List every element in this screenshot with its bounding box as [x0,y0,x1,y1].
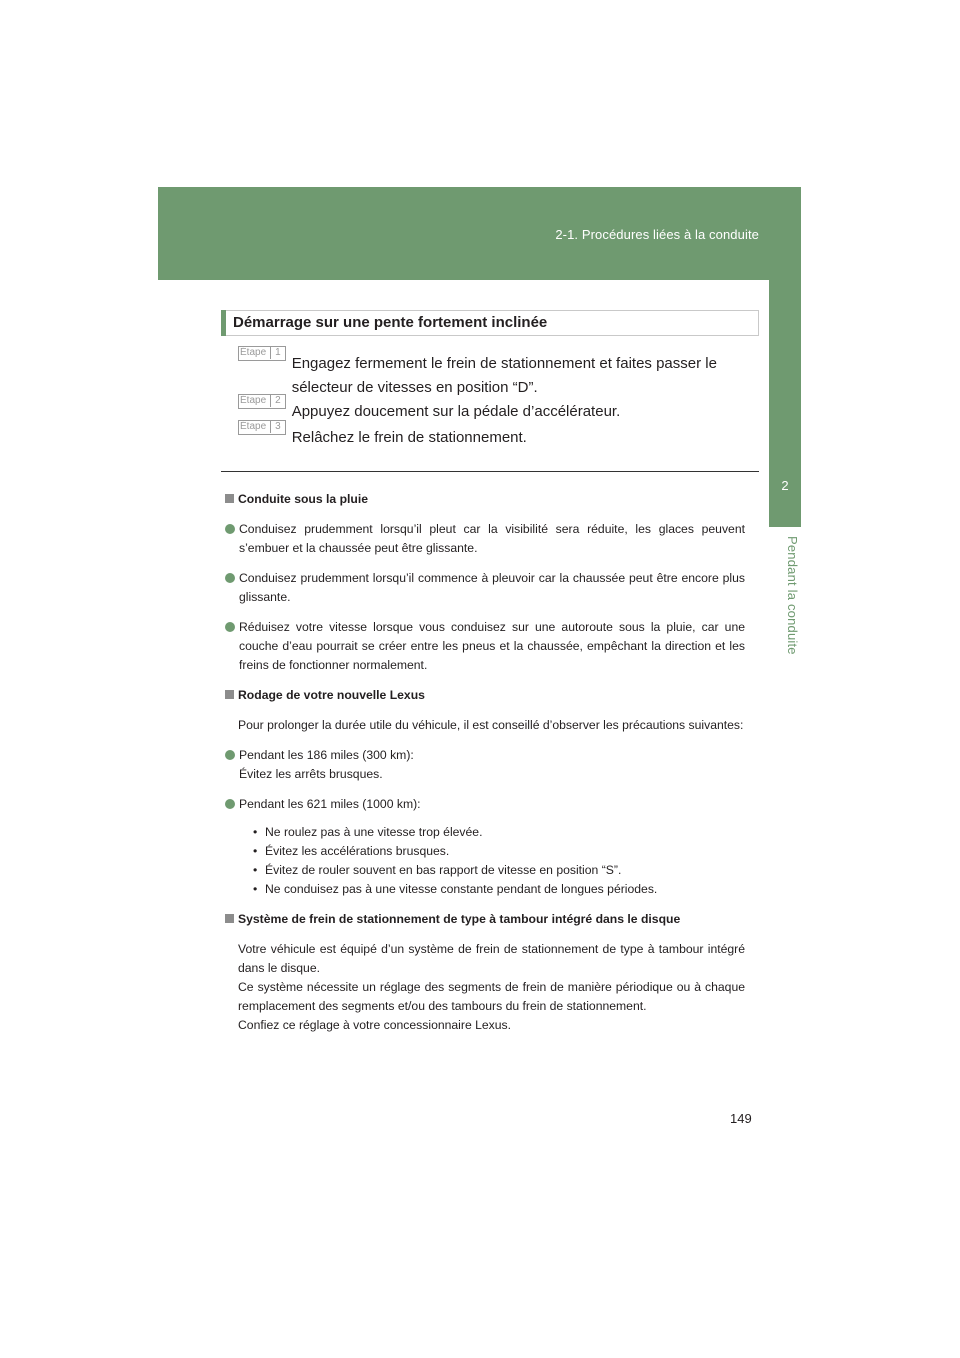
note-heading-drum-brake: Système de frein de stationnement de type à tambour intégré dans le disque [225,910,745,929]
page-number: 149 [730,1111,752,1126]
step-3 [238,421,754,450]
section-title: 2-1. Procédures liées à la conduite [555,227,759,242]
section-heading-accent [221,310,226,336]
chapter-number: 2 [781,478,789,493]
section-divider [221,471,759,472]
step-badge: Étape 2 [238,394,286,409]
sub-list [225,823,745,899]
note-heading-break-in: Rodage de votre nouvelle Lexus [225,686,745,705]
step-text: Engagez fermement le frein de stationnement et faites passer le sélecteur de vitesses en position “D”. [291,355,717,396]
step-badge: Étape 1 [238,346,286,361]
list-item: Réduisez votre vitesse lorsque vous conduisez sur une autoroute sous la pluie, car une couche d’eau pourrait se créer entre les pneus et la chaussée, empêchant la direction et les freins de fonctionner normalement. [225,618,745,675]
drum-brake-p3: Confiez ce réglage à votre concessionnaire Lexus. [238,1018,512,1032]
list-item: Conduisez prudemment lorsqu’il commence à pleuvoir car la chaussée peut être encore plus glissante. [225,569,745,607]
chapter-tab [769,280,801,527]
step-text: Appuyez doucement sur la pédale d’accélérateur. [291,403,621,420]
notes-content [225,490,745,1046]
header-band [158,187,801,280]
list-item: Pendant les 621 miles (1000 km): [225,795,745,814]
sub-list-item: • Évitez les accélérations brusques. [225,842,745,861]
sub-list-item: • Ne roulez pas à une vitesse trop élevée. [225,823,745,842]
step-1 [238,347,754,400]
list-item: Conduisez prudemment lorsqu’il pleut car la visibilité sera réduite, les glaces peuvent s’embuer et la chaussée peut être glissante. [225,520,745,558]
section-heading-box [221,310,759,336]
step-badge: Étape 3 [238,420,286,435]
sub-list-item: • Ne conduisez pas à une vitesse constante pendant de longues périodes. [225,880,745,899]
drum-brake-p1: Votre véhicule est équipé d’un système de frein de stationnement de type à tambour intégré dans le disque. [238,942,745,975]
note-heading-rain: Conduite sous la pluie [225,490,745,509]
break-in-intro: Pour prolonger la durée utile du véhicule, il est conseillé d’observer les précautions suivantes: [238,718,744,732]
sub-list-item: • Évitez de rouler souvent en bas rapport de vitesse en position “S”. [225,861,745,880]
section-heading: Démarrage sur une pente fortement inclinée [233,314,548,331]
step-2 [238,395,754,424]
list-item: Pendant les 186 miles (300 km): Évitez les arrêts brusques. [225,746,745,784]
drum-brake-p2: Ce système nécessite un réglage des segments de frein de manière périodique ou à chaque remplacement des segments et/ou des tambours du frein de stationnement. [238,980,745,1013]
step-text: Relâchez le frein de stationnement. [291,429,527,446]
chapter-label: Pendant la conduite [785,536,800,655]
